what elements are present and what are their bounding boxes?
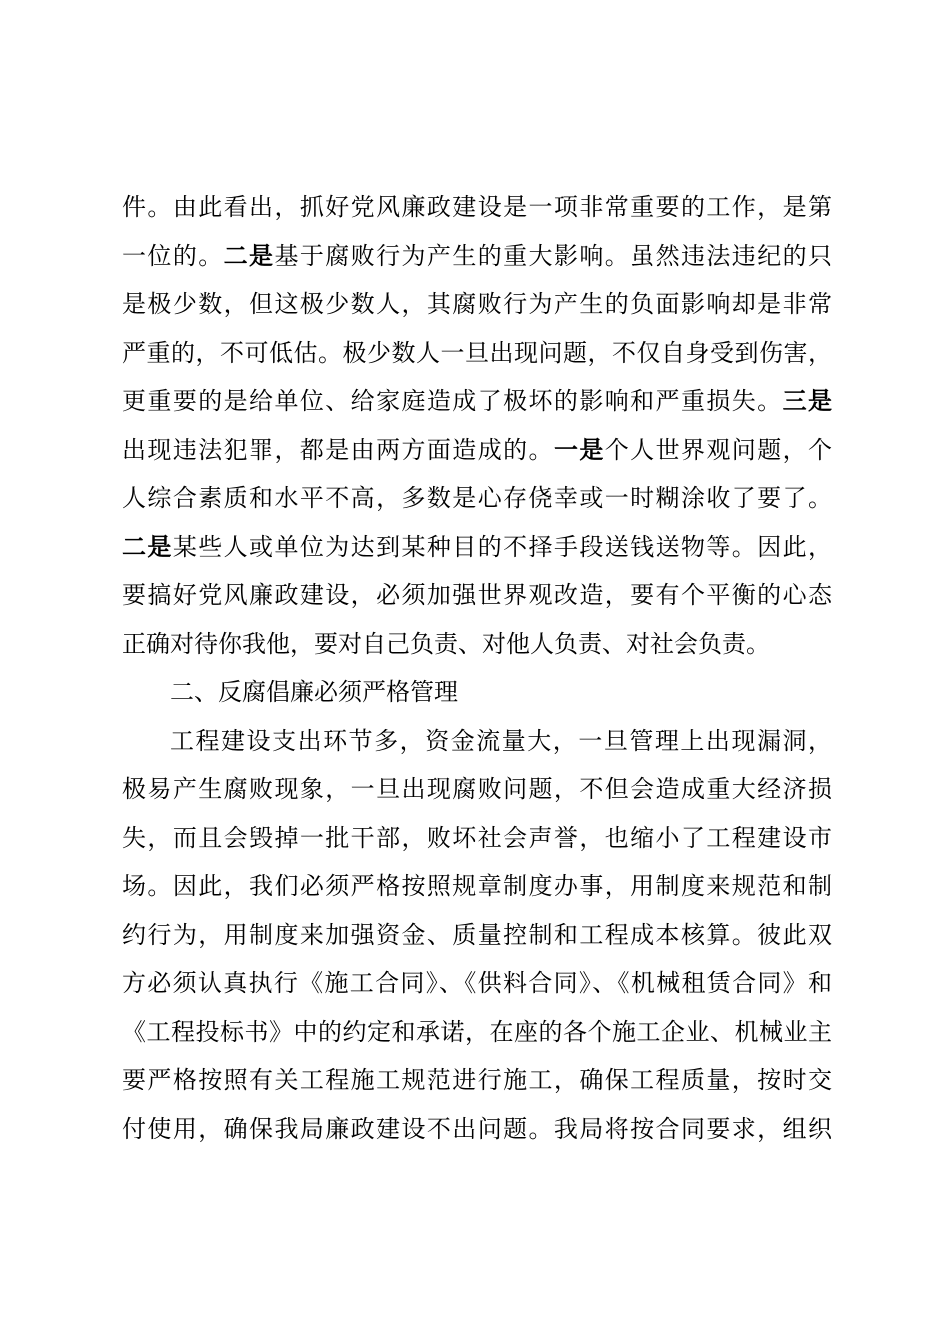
body-text-line [122, 1056, 832, 1105]
body-text-line [122, 329, 832, 378]
bold-marker-text: 二是 [223, 240, 275, 270]
line-text: 场。因此，我们必须严格按照规章制度办事，用制度来规范和制 [122, 872, 832, 900]
line-text: 人综合素质和水平不高，多数是心存侥幸或一时糊涂收了要了。 [122, 484, 832, 512]
body-text-line [122, 620, 832, 669]
line-text: 基于腐败行为产生的重大影响。虽然违法违纪的只 [274, 241, 833, 270]
line-text: 工程建设支出环节多，资金流量大，一旦管理上出现漏洞， [170, 726, 832, 755]
body-text-line [122, 1105, 832, 1154]
body-text-line [122, 911, 832, 960]
body-text-line [122, 523, 832, 572]
body-text-line [122, 474, 832, 523]
line-text: 出现违法犯罪，都是由两方面造成的。 [122, 435, 554, 464]
line-text: 更重要的是给单位、给家庭造成了极坏的影响和严重损失。 [122, 387, 783, 415]
line-text: 方必须认真执行《施工合同》、《供料合同》、《机械租赁合同》和 [122, 969, 832, 997]
line-text: 个人世界观问题，个 [604, 435, 833, 464]
body-text-line [122, 426, 832, 475]
line-text: 极易产生腐败现象，一旦出现腐败问题，不但会造成重大经济损 [122, 775, 832, 803]
body-text-line [122, 765, 832, 814]
line-text: 一位的。 [122, 241, 224, 270]
body-text-line [122, 183, 832, 232]
line-text: 付使用，确保我局廉政建设不出问题。我局将按合同要求，组织 [122, 1114, 832, 1143]
body-text-line [122, 814, 832, 863]
bold-marker-text: 一是 [553, 434, 605, 464]
line-text: 失，而且会毁掉一批干部，败坏社会声誉，也缩小了工程建设市 [122, 823, 832, 852]
body-text-line [122, 571, 832, 620]
bold-marker-text: 三是 [782, 386, 833, 415]
bold-marker-text: 二是 [122, 531, 173, 561]
line-text: 《工程投标书》中的约定和承诺，在座的各个施工企业、机械业主 [122, 1017, 832, 1046]
body-text-line [122, 232, 832, 281]
body-text-line [122, 959, 832, 1008]
body-text-line [122, 1008, 832, 1057]
line-text: 某些人或单位为达到某种目的不择手段送钱送物等。因此， [172, 532, 833, 561]
line-text: 件。由此看出，抓好党风廉政建设是一项非常重要的工作，是第 [122, 193, 832, 221]
document-body [122, 183, 832, 1153]
line-text: 正确对待你我他，要对自己负责、对他人负责、对社会负责。 [122, 629, 770, 658]
line-text: 严重的，不可低估。极少数人一旦出现问题，不仅自身受到伤害， [122, 338, 832, 367]
body-text-line [122, 862, 832, 911]
line-text: 是极少数，但这极少数人，其腐败行为产生的负面影响却是非常 [122, 290, 832, 318]
line-text: 约行为，用制度来加强资金、质量控制和工程成本核算。彼此双 [122, 920, 832, 949]
section-heading [122, 668, 832, 717]
body-text-line [122, 377, 832, 426]
body-text-line [122, 717, 832, 766]
line-text: 要严格按照有关工程施工规范进行施工，确保工程质量，按时交 [122, 1066, 832, 1094]
line-text: 二、反腐倡廉必须严格管理 [170, 678, 458, 706]
line-text: 要搞好党风廉政建设，必须加强世界观改造，要有个平衡的心态 [122, 581, 832, 609]
body-text-line [122, 280, 832, 329]
